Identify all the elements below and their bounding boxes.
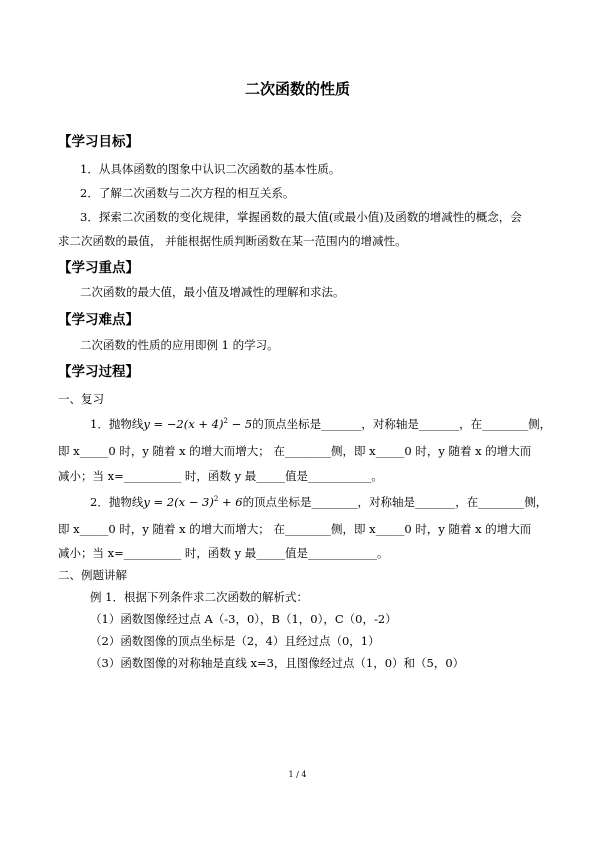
- question-2-line-1: [90, 492, 547, 510]
- q1-formula-exp: 2: [223, 417, 228, 425]
- question-2-line-3: 减小；当 x=__________ 时，函数 y 最_____值是____________。: [58, 546, 389, 560]
- q2-prefix: 2．抛物线: [90, 494, 144, 509]
- question-1-line-3: 减小；当 x=__________ 时，函数 y 最_____值是___________。: [58, 469, 383, 483]
- q1-prefix: 1．抛物线: [90, 416, 144, 431]
- goal-item: 1．从具体函数的图象中认识二次函数的基本性质。: [80, 162, 341, 176]
- q1-suffix: 的顶点坐标是_______，对称轴是_______，在________侧，: [252, 416, 552, 431]
- question-1-line-1: [90, 414, 551, 432]
- q2-formula-tail: + 6: [218, 494, 243, 509]
- q2-formula-y: y: [143, 494, 150, 509]
- example-item: （3）函数图像的对称轴是直线 x=3，且图像经过点（1，0）和（5，0）: [90, 656, 465, 670]
- example-item: （1）函数图像经过点 A（-3，0），B（1，0），C（0，-2）: [90, 612, 397, 626]
- goal-item: 3．探索二次函数的变化规律，掌握函数的最大值(或最小值)及函数的增减性的概念，会: [80, 210, 522, 224]
- q2-formula-exp: 2: [213, 495, 219, 503]
- goal-item: 求二次函数的最值， 并能根据性质判断函数在某一范围内的增减性。: [58, 234, 407, 248]
- section-review: 一、复习: [58, 392, 104, 406]
- example-intro: 例 1．根据下列条件求二次函数的解析式：: [90, 590, 308, 604]
- goal-item: 2．了解二次函数与二次方程的相互关系。: [80, 186, 295, 200]
- question-2-line-2: 即 x_____0 时，y 随着 x 的增大而增大； 在________侧，即 x_____0 时，y 随着 x 的增大而: [58, 522, 532, 536]
- q1-formula-body: = −2(x + 4): [149, 416, 224, 431]
- example-item: （2）函数图像的顶点坐标是（2，4）且经过点（0，1）: [90, 634, 380, 648]
- heading-difficult: 【学习难点】: [58, 312, 139, 328]
- heading-key: 【学习重点】: [58, 260, 139, 276]
- q2-formula-body: = 2(x − 3): [149, 494, 214, 509]
- q1-formula-tail: − 5: [227, 416, 253, 431]
- q2-formula: [143, 495, 242, 509]
- q1-formula: [143, 417, 252, 431]
- q2-suffix: 的顶点坐标是________，对称轴是_______，在________侧，: [242, 494, 548, 509]
- question-1-line-2: 即 x_____0 时，y 随着 x 的增大而增大； 在________侧，即 x_____0 时，y 随着 x 的增大而: [58, 444, 532, 458]
- heading-goals: 【学习目标】: [58, 134, 139, 150]
- page-title: 二次函数的性质: [244, 80, 350, 98]
- key-text: 二次函数的最大值，最小值及增减性的理解和求法。: [80, 285, 345, 299]
- difficult-text: 二次函数的性质的应用即例 1 的学习。: [80, 338, 279, 352]
- heading-process: 【学习过程】: [58, 364, 139, 380]
- page-number: 1 / 4: [288, 770, 307, 779]
- q1-formula-y: y: [143, 416, 150, 431]
- section-examples: 二、例题讲解: [58, 568, 127, 582]
